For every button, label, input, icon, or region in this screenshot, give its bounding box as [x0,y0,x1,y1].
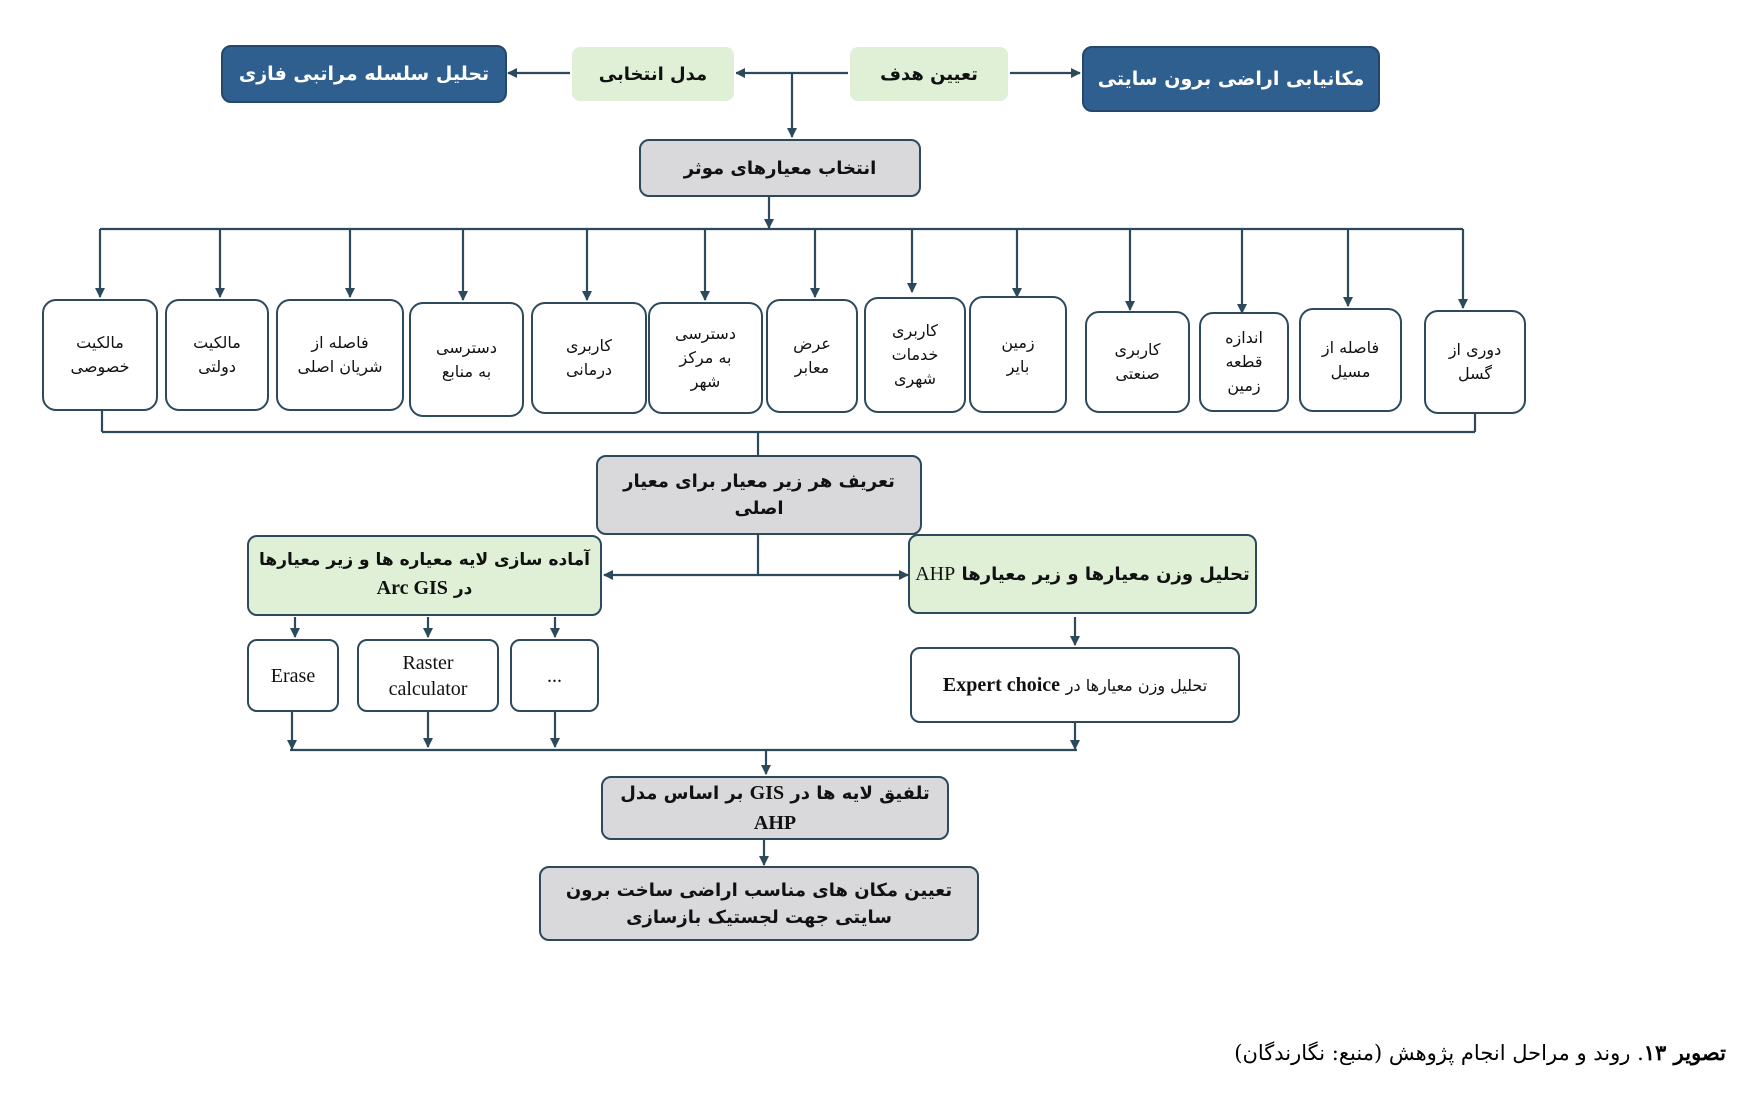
criterion-box [42,299,158,411]
fuzzy-ahp-label: تحلیل سلسله مراتبی فازی [238,62,490,85]
criterion-line: به مرکز [679,348,732,367]
criterion-box [531,302,647,414]
criterion-line: خصوصی [70,357,130,376]
criterion-line: دسترسی [675,324,736,343]
criterion-line: زمین [1001,332,1035,352]
criterion-line: درمانی [565,360,613,379]
criteria-select-box [639,139,921,197]
criteria-select-label: انتخاب معیارهای موثر [683,157,877,179]
criterion-line: کاربری [891,321,939,340]
sub-criteria-label: تعریف هر زیر معیار برای معیار اصلی [623,471,895,519]
selected-model-label: مدل انتخابی [598,63,708,85]
criterion-line: شهری [893,369,937,388]
site-selection-box [1082,46,1380,112]
criterion-line: گسل [1458,364,1493,383]
criterion-box [409,302,524,417]
criterion-box [1085,311,1190,413]
criterion-line: فاصله از [311,333,369,352]
more-tools-label: ... [547,664,562,687]
final-line1: تعیین مکان های مناسب اراضی ساخت برون [565,879,953,901]
goal-label: تعیین هدف [880,63,978,85]
fuzzy-ahp-box [221,45,507,103]
criterion-line: به منابع [441,361,492,381]
ahp-weight-prefix: تحلیل وزن معیارها و زیر معیارها [961,564,1250,585]
criterion-line: زمین [1227,376,1261,395]
criterion-line: بایر [1006,356,1030,376]
final-result-box [539,866,979,941]
criterion-line: مالکیت [193,333,241,352]
criterion-line: اندازه [1225,328,1263,347]
ahp-weight-line [915,559,1250,589]
criterion-box [1424,310,1526,414]
arcgis-prep-prefix: در [453,579,473,600]
expert-choice-prefix: تحلیل وزن معیارها در [1065,676,1208,695]
criterion-line: شریان اصلی [297,357,383,376]
final-line2: سایتی جهت لجستیک بازسازی [626,906,892,928]
sub-criteria-box [596,455,922,535]
raster-line2: calculator [388,677,468,700]
criterion-line: خدمات [891,345,939,364]
expert-choice-box [910,647,1240,723]
arcgis-prep-box [247,535,602,616]
goal-box [848,45,1010,103]
erase-tool-box [247,639,339,712]
criterion-line: شهر [690,372,721,391]
expert-choice-term: Expert choice [942,674,1061,696]
criterion-line: کاربری [1114,340,1161,359]
criterion-box [969,296,1067,413]
site-selection-label: مکانیابی اراضی برون سایتی [1097,67,1365,90]
criterion-box [165,299,269,411]
more-tools-box [510,639,599,712]
criterion-box [1299,308,1402,412]
criterion-line: دولتی [198,357,236,376]
criterion-line: معابر [794,358,830,377]
arcgis-term: Arc GIS [376,577,448,600]
expert-choice-line [943,670,1207,700]
criterion-line: کاربری [565,336,613,355]
criterion-box [766,299,858,413]
criterion-box [648,302,763,414]
criterion-line: فاصله از [1321,338,1380,357]
overlay-line [603,778,947,838]
criterion-line: صنعتی [1115,364,1160,383]
overlay-p2: بر اساس مدل [620,783,744,804]
criterion-line: دسترسی [436,337,497,357]
overlay-p1: تلفیق لایه ها در [790,783,930,804]
criterion-box [864,297,966,413]
criterion-box [1199,312,1289,412]
ahp-term: AHP [915,563,956,585]
ahp-weight-box [908,534,1257,614]
criterion-line: قطعه [1225,352,1263,371]
criterion-line: مسیل [1330,362,1371,381]
raster-line1: Raster [402,651,454,674]
overlay-ahp: AHP [753,812,797,834]
selected-model-box [570,45,736,103]
erase-label: Erase [270,664,316,687]
criterion-line: مالکیت [76,333,124,352]
caption-label: تصویر ۱۳ [1643,1040,1726,1065]
overlay-box [601,776,949,840]
raster-calculator-box [357,639,499,712]
figure-caption [1234,1040,1726,1065]
criterion-line: عرض [793,334,831,353]
criterion-line: دوری از [1448,340,1502,359]
overlay-gis: GIS [749,782,785,804]
arcgis-prep-line1: آماده سازی لایه معیاره ها و زیر معیارها [259,549,590,570]
arcgis-prep-line2 [377,573,473,604]
caption-text: . روند و مراحل انجام پژوهش (منبع: نگارندگان) [1234,1041,1644,1065]
criterion-box [276,299,404,411]
